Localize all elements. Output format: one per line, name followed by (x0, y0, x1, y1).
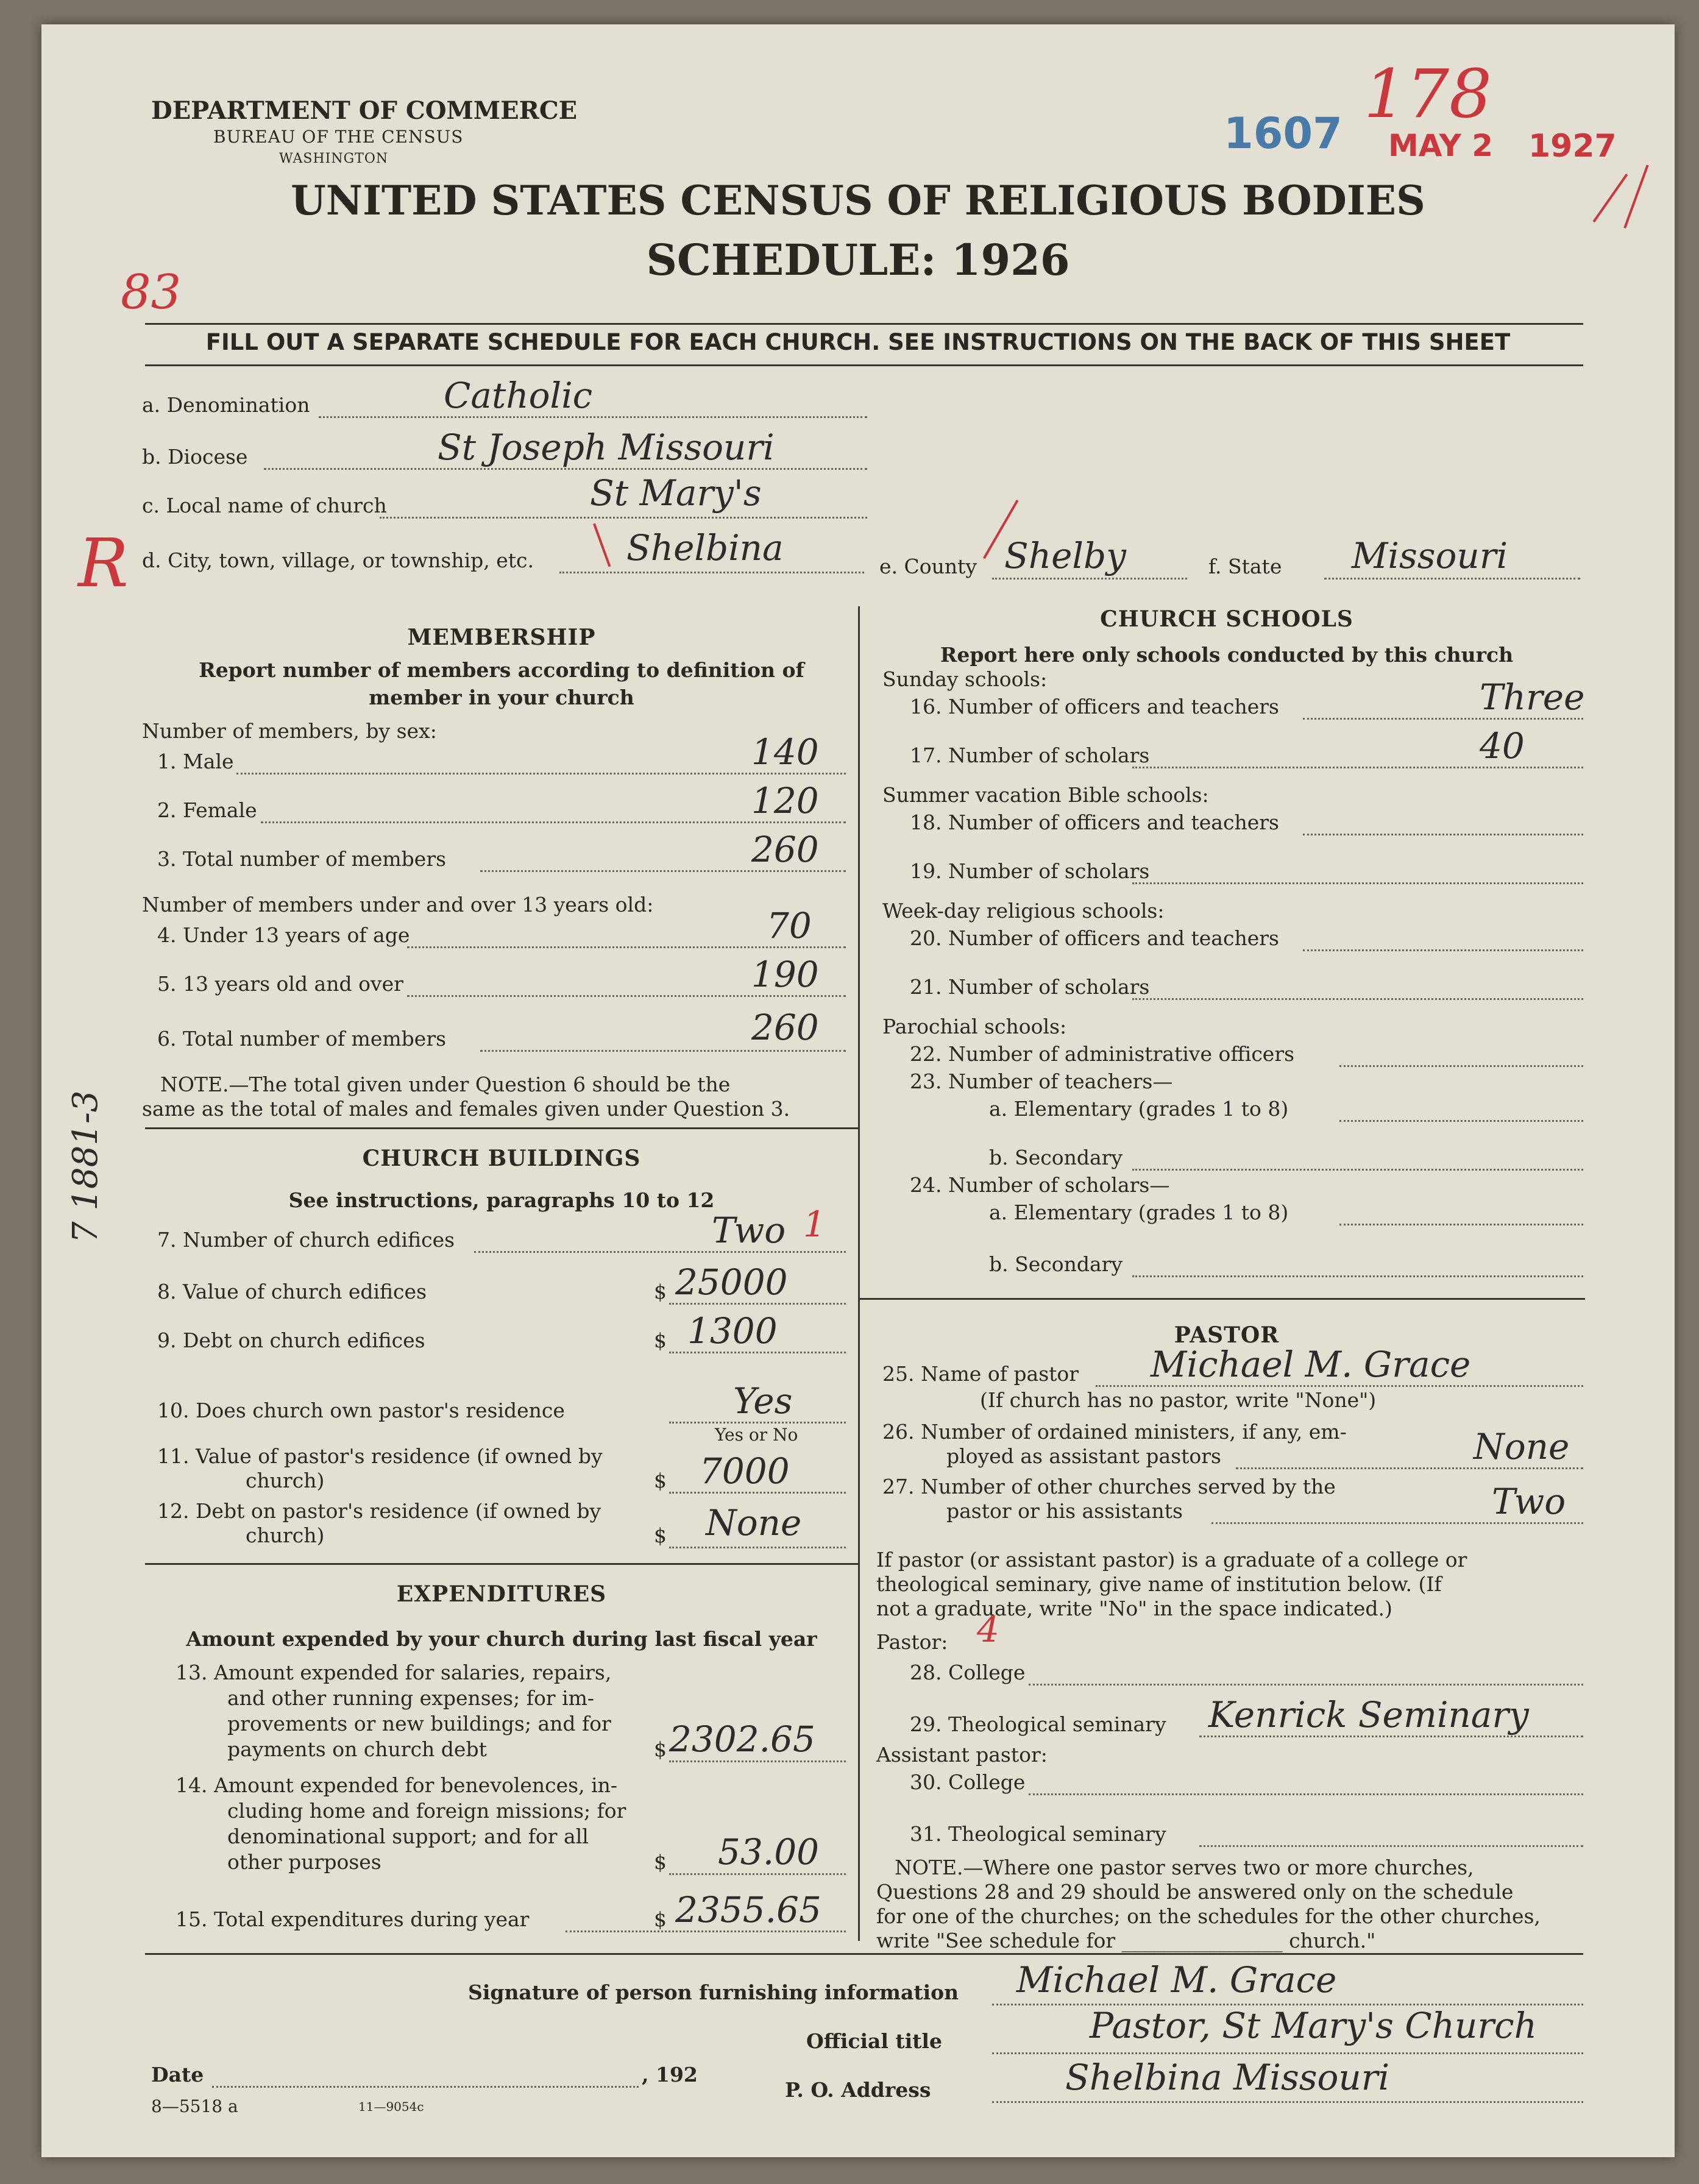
q26-label: ployed as assistant pastors (946, 1444, 1221, 1468)
total-members-6-label: 6. Total number of members (157, 1027, 447, 1051)
dollar-sign: $ (654, 1469, 667, 1492)
dollar-sign: $ (654, 1737, 667, 1761)
owns-residence-line (669, 1422, 846, 1424)
membership-subtitle: member in your church (369, 686, 634, 709)
under-13-line (407, 946, 846, 948)
total-members-6-line (480, 1050, 846, 1052)
seminary-value: Kenrick Seminary (1208, 1694, 1529, 1736)
q14-line (669, 1873, 846, 1875)
city-label: d. City, town, village, or township, etc. (142, 548, 534, 572)
weekday-schools-heading: Week-day religious schools: (882, 899, 1165, 923)
county-line (992, 578, 1187, 580)
under-13-value: 70 (767, 905, 812, 946)
edifices-value-line (669, 1303, 846, 1305)
margin-letter: R (78, 524, 129, 602)
q16-line (1303, 718, 1583, 720)
q26-label: 26. Number of ordained ministers, if any, em- (882, 1420, 1347, 1444)
instructions-rule (145, 364, 1583, 366)
total-members-value: 260 (751, 829, 819, 870)
edifices-line (474, 1251, 846, 1253)
pastor-subheading: Pastor: (876, 1630, 948, 1654)
q13-label: 13. Amount expended for salaries, repairs, (176, 1661, 612, 1684)
graduate-instructions: theological seminary, give name of institution below. (If (876, 1572, 1442, 1596)
top-rule (145, 323, 1583, 325)
date-label: Date (151, 2063, 204, 2086)
column-divider (858, 606, 860, 1941)
dollar-sign: $ (654, 1850, 667, 1874)
q21-label: 21. Number of scholars (910, 975, 1150, 999)
instructions-line: FILL OUT A SEPARATE SCHEDULE FOR EACH CHURCH. SEE INSTRUCTIONS ON THE BACK OF THIS SHEET (205, 329, 1511, 355)
q24a-line (1339, 1224, 1583, 1225)
q18-label: 18. Number of officers and teachers (910, 810, 1279, 834)
stamp-year: 1927 (1528, 128, 1617, 165)
male-line (236, 773, 846, 775)
q21-line (1132, 998, 1583, 1000)
residence-value-amount: 7000 (700, 1450, 790, 1492)
county-label: e. County (879, 555, 977, 578)
margin-number: 83 (121, 265, 182, 320)
pastor-note: write "See schedule for ________________ church." (876, 1929, 1376, 1952)
city-value: Shelbina (626, 527, 784, 569)
q23b-line (1132, 1169, 1583, 1171)
signature-value: Michael M. Grace (1016, 1959, 1337, 2001)
membership-note: same as the total of males and females given under Question 3. (142, 1097, 790, 1121)
residence-value-label: 11. Value of pastor's residence (if owned by (157, 1444, 603, 1468)
q27-value: Two (1492, 1481, 1566, 1522)
q29-label: 29. Theological seminary (910, 1712, 1166, 1736)
diocese-line (264, 468, 867, 470)
graduate-instructions: not a graduate, write "No" in the space indicated.) (876, 1597, 1392, 1620)
q23a-label: a. Elementary (grades 1 to 8) (989, 1097, 1289, 1121)
graduate-instructions: If pastor (or assistant pastor) is a graduate of a college or (876, 1548, 1467, 1572)
q24b-line (1132, 1275, 1583, 1277)
female-label: 2. Female (157, 798, 257, 822)
diocese-value: St Joseph Missouri (438, 427, 775, 468)
county-value: Shelby (1004, 535, 1126, 576)
owns-residence-label: 10. Does church own pastor's residence (157, 1399, 565, 1422)
schools-title: CHURCH SCHOOLS (1100, 606, 1353, 632)
summer-schools-heading: Summer vacation Bible schools: (882, 783, 1209, 807)
buildings-title: CHURCH BUILDINGS (362, 1146, 641, 1171)
buildings-rule (145, 1563, 858, 1565)
print-number: 11—9054c (358, 2099, 424, 2114)
q25-note: (If church has no pastor, write "None") (980, 1388, 1377, 1412)
q27-line (1211, 1522, 1583, 1524)
pastor-note: NOTE.—Where one pastor serves two or more churches, (895, 1856, 1474, 1879)
q31-label: 31. Theological seminary (910, 1822, 1166, 1846)
expenditures-subtitle: Amount expended by your church during last fiscal year (186, 1627, 817, 1651)
q13-label: payments on church debt (227, 1737, 487, 1761)
dollar-sign: $ (654, 1523, 667, 1547)
total-members-label: 3. Total number of members (157, 847, 447, 871)
schools-rule (860, 1298, 1585, 1300)
department-heading: DEPARTMENT OF COMMERCE (151, 96, 578, 125)
signature-label: Signature of person furnishing information (468, 1980, 959, 2004)
dollar-sign: $ (654, 1328, 667, 1352)
yes-or-no-hint: Yes or No (715, 1425, 798, 1445)
q17-line (1132, 767, 1583, 768)
bureau-heading: BUREAU OF THE CENSUS (213, 127, 464, 147)
schools-subtitle: Report here only schools conducted by this church (940, 643, 1514, 667)
q26-line (1236, 1467, 1583, 1469)
female-value: 120 (751, 780, 819, 821)
edifices-label: 7. Number of church edifices (157, 1228, 455, 1252)
form-number: 8—5518 a (151, 2096, 238, 2116)
female-line (261, 821, 846, 823)
q22-label: 22. Number of administrative officers (910, 1042, 1295, 1066)
official-title-value: Pastor, St Mary's Church (1090, 2005, 1537, 2046)
dollar-sign: $ (654, 1907, 667, 1931)
pastor-title: PASTOR (1174, 1322, 1280, 1348)
residence-debt-line (669, 1547, 846, 1548)
margin-vertical-note: 7 1881-3 (66, 1090, 105, 1243)
edifices-debt-line (669, 1352, 846, 1353)
dollar-sign: $ (654, 1280, 667, 1303)
state-label: f. State (1208, 555, 1282, 578)
q20-line (1303, 949, 1583, 951)
q23a-line (1339, 1120, 1583, 1122)
q27-label: pastor or his assistants (946, 1499, 1183, 1523)
under-13-label: 4. Under 13 years of age (157, 923, 410, 947)
q27-label: 27. Number of other churches served by the (882, 1475, 1336, 1498)
official-title-label: Official title (806, 2029, 942, 2053)
q13-line (669, 1760, 846, 1762)
over-13-label: 5. 13 years old and over (157, 972, 403, 996)
q24b-label: b. Secondary (989, 1252, 1123, 1276)
male-label: 1. Male (157, 750, 234, 773)
q25-label: 25. Name of pastor (882, 1362, 1079, 1386)
date-year-suffix: , 192 (642, 2063, 698, 2086)
edifices-debt-label: 9. Debt on church edifices (157, 1328, 425, 1352)
q20-label: 20. Number of officers and teachers (910, 926, 1279, 950)
q28-label: 28. College (910, 1661, 1026, 1684)
check-mark-icon (593, 523, 611, 567)
diocese-label: b. Diocese (142, 445, 248, 469)
members-by-sex-heading: Number of members, by sex: (142, 719, 437, 743)
form-title: UNITED STATES CENSUS OF RELIGIOUS BODIES (291, 177, 1425, 224)
schedule-title: SCHEDULE: 1926 (646, 235, 1070, 285)
q23b-label: b. Secondary (989, 1146, 1123, 1169)
male-value: 140 (751, 731, 819, 773)
official-title-line (992, 2052, 1583, 2054)
census-schedule-sheet (41, 24, 1675, 2157)
residence-debt-label: 12. Debt on pastor's residence (if owned by (157, 1499, 601, 1523)
q17-value: 40 (1480, 725, 1525, 767)
q31-line (1199, 1845, 1583, 1847)
q28-line (1029, 1684, 1583, 1686)
pastor-name-value: Michael M. Grace (1151, 1344, 1471, 1385)
residence-debt-label: church) (246, 1523, 325, 1547)
stamp-number: 1607 (1224, 108, 1343, 158)
membership-note: NOTE.—The total given under Question 6 should be the (160, 1072, 731, 1096)
membership-subtitle: Report number of members according to definition of (199, 658, 804, 682)
footer-rule (145, 1953, 1583, 1955)
po-address-line (992, 2101, 1583, 2103)
total-members-line (480, 870, 846, 872)
q18-line (1303, 834, 1583, 835)
q23-label: 23. Number of teachers— (910, 1069, 1173, 1093)
q19-label: 19. Number of scholars (910, 859, 1150, 883)
q14-label: other purposes (227, 1850, 381, 1874)
edifices-value-amount: 25000 (675, 1261, 788, 1303)
q22-line (1339, 1065, 1583, 1067)
q15-amount: 2355.65 (675, 1889, 821, 1930)
local-name-label: c. Local name of church (142, 494, 387, 517)
over-13-value: 190 (751, 954, 819, 995)
stamp-date: MAY 2 (1388, 128, 1494, 163)
edifices-value: Two (712, 1210, 786, 1251)
pastor-mark: 4 (977, 1609, 999, 1650)
denomination-value: Catholic (444, 375, 593, 416)
q19-line (1132, 882, 1583, 884)
q30-label: 30. College (910, 1770, 1026, 1794)
q14-label: 14. Amount expended for benevolences, in- (176, 1773, 618, 1797)
q25-line (1096, 1385, 1583, 1387)
edifices-correction: 1 (803, 1204, 826, 1245)
q16-value: Three (1480, 676, 1585, 718)
state-line (1324, 578, 1580, 580)
residence-debt-amount: None (706, 1502, 802, 1544)
over-13-line (407, 995, 846, 997)
pastor-note: Questions 28 and 29 should be answered only on the schedule (876, 1880, 1514, 1904)
owns-residence-value: Yes (733, 1380, 793, 1422)
handwritten-number: 178 (1364, 55, 1492, 133)
q17-label: 17. Number of scholars (910, 743, 1150, 767)
q26-value: None (1474, 1426, 1570, 1467)
q24a-label: a. Elementary (grades 1 to 8) (989, 1200, 1289, 1224)
edifices-debt-amount: 1300 (687, 1310, 778, 1352)
q14-amount: 53.00 (718, 1831, 820, 1873)
pastor-note: for one of the churches; on the schedules for the other churches, (876, 1904, 1541, 1928)
assistant-subheading: Assistant pastor: (876, 1743, 1048, 1767)
q30-line (1029, 1793, 1583, 1795)
q24-label: 24. Number of scholars— (910, 1173, 1170, 1197)
city-line (559, 572, 864, 573)
date-line (212, 2086, 639, 2088)
q15-label: 15. Total expenditures during year (176, 1907, 530, 1931)
local-name-value: St Mary's (590, 472, 762, 514)
residence-value-label: church) (246, 1469, 325, 1492)
expenditures-title: EXPENDITURES (396, 1581, 607, 1607)
local-name-line (380, 517, 867, 519)
q13-label: and other running expenses; for im- (227, 1686, 595, 1710)
q13-label: provements or new buildings; and for (227, 1712, 611, 1736)
buildings-subtitle: See instructions, paragraphs 10 to 12 (288, 1188, 715, 1212)
denomination-line (319, 416, 867, 418)
membership-rule (145, 1127, 858, 1129)
membership-title: MEMBERSHIP (407, 625, 596, 650)
edifices-value-label: 8. Value of church edifices (157, 1280, 427, 1303)
state-value: Missouri (1352, 535, 1508, 576)
city-heading: WASHINGTON (279, 151, 389, 166)
sunday-schools-heading: Sunday schools: (882, 667, 1048, 691)
parochial-schools-heading: Parochial schools: (882, 1015, 1067, 1038)
q16-label: 16. Number of officers and teachers (910, 695, 1279, 718)
denomination-label: a. Denomination (142, 393, 310, 417)
age-heading: Number of members under and over 13 years old: (142, 893, 654, 916)
q15-line (566, 1930, 846, 1932)
q14-label: cluding home and foreign missions; for (227, 1799, 626, 1823)
po-address-value: Shelbina Missouri (1065, 2057, 1390, 2098)
q14-label: denominational support; and for all (227, 1824, 589, 1848)
residence-value-line (669, 1492, 846, 1494)
q29-line (1199, 1736, 1583, 1737)
po-address-label: P. O. Address (785, 2078, 931, 2102)
q13-amount: 2302.65 (669, 1718, 815, 1760)
total-members-6-value: 260 (751, 1007, 819, 1048)
